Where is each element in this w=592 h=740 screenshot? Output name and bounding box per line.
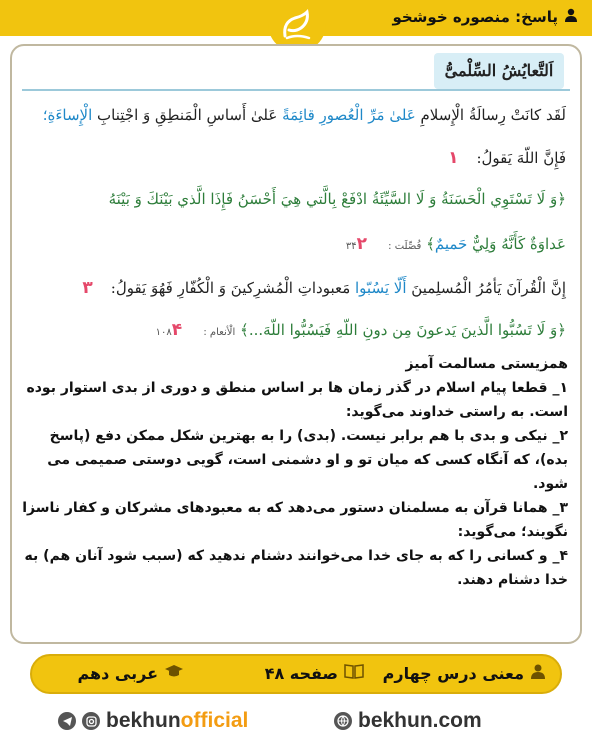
social-handle-part-b: official (180, 709, 249, 732)
answer-author-text: پاسخ: منصوره خوشخو (392, 8, 558, 26)
student-icon (530, 663, 546, 683)
arabic-line-4-part-b: أَلّا يَسُبّوا (355, 279, 407, 297)
quote-2-text: ﴿وَ لَا تَسُبُّوا الَّذينَ يَدعونَ مِن دونِ اللّهِ فَيَسُبُّوا اللّهَ...﴾ (240, 321, 566, 339)
quran-quote-1-line-2 (346, 234, 566, 254)
sentence-number-3: ۳ (82, 278, 93, 298)
sentence-number-2: ۲ (356, 234, 367, 254)
footer-lesson-meaning-text: معنی درس چهارم (382, 663, 524, 683)
globe-icon (334, 712, 352, 730)
arabic-line-4-part-c: مَعبوداتِ الْمُشرِكينَ وَ الْكُفّارِ فَهُوَ يَقولُ: (110, 279, 356, 297)
arabic-line-1 (43, 106, 566, 124)
footer-grade (78, 663, 185, 683)
title-divider (22, 89, 570, 91)
translation-paragraph-2: ۲_ نیکی و بدی با هم برابر نیست. (بدی) را به بهترین شکل ممکن دفع (پاسخ بده)، که آنگاه کسی که میان تو و او دشمنی است، گویی دوستی صمیمی می شود. (47, 428, 568, 492)
translation-paragraph-4: ۴_ و کسانی را که به جای خدا می‌خوانند دشنام ندهید که (سبب شود آنان هم) به خدا دشنام دهند. (24, 548, 568, 588)
quran-quote-2 (156, 320, 566, 340)
arabic-line-1-part-a: لَقَد كانَتْ رِسالَةُ الْإِسلامِ (415, 106, 566, 124)
translation-paragraph-3: ۳_ همانا قرآن به مسلمنان دستور می‌دهد که به معبودهای مشرکان و کفار ناسزا نگویند؛ می‌گوید: (22, 500, 568, 540)
answer-author-label (392, 8, 578, 26)
arabic-line-4-part-a: إِنَّ الْقُرآنَ يَأمُرُ الْمُسلِمينَ (406, 279, 566, 297)
telegram-icon (58, 712, 76, 730)
quote-1-part-c: حَميمٌ (434, 235, 468, 253)
arabic-line-2 (448, 148, 566, 168)
arabic-line-2-text: فَإِنَّ اللّهَ يَقولُ: (476, 149, 566, 167)
user-icon (564, 8, 578, 26)
lesson-title: اَلتَّعایُشُ السِّلْمیُّ (434, 53, 564, 89)
translation-paragraph-1: ۱_ قطعا پیام اسلام در گذر زمان ها بر اساس منطق و دوری از بدی استوار بوده است. به راستی خداوند می‌گوید: (26, 380, 568, 420)
graduation-cap-icon (164, 663, 184, 683)
arabic-line-1-part-d: الْإِساءَةِ؛ (42, 106, 93, 124)
footer-page (265, 663, 364, 683)
arabic-line-1-part-b: عَلىٰ مَرِّ الْعُصورِ قائِمَةً (282, 106, 416, 124)
social-handle-part-a: bekhun (106, 709, 181, 732)
instagram-icon (82, 712, 100, 730)
book-icon (344, 663, 364, 683)
bekhun-logo-icon (277, 8, 317, 44)
arabic-line-1-part-c: عَلىٰ أَساسِ الْمَنطِقِ وَ اجْتِنابِ (92, 106, 283, 124)
quote-1-part-b: عَداوَةٌ كَأَنَّهُ وَلِيٌّ (467, 235, 566, 253)
quote-1-part-d: ﴾ (426, 235, 435, 253)
footer-page-text: صفحه ۴۸ (264, 663, 338, 683)
footer-grade-text: عربی دهم (77, 663, 158, 683)
sentence-number-4: ۴ (171, 320, 183, 340)
website-link[interactable] (334, 708, 482, 734)
quote-1-reference: فُصِّلَت : ۳۴ (345, 241, 422, 252)
quote-2-reference: الْأنعام : ۱۰۸ (155, 327, 236, 338)
quran-quote-1-line-1: ﴿وَ لَا تَسْتَوِي الْحَسَنَةُ وَ لَا السَّيِّئَةُ ادْفَعْ بِالَّتي هِيَ أَحْسَنُ فَإِذَا الَّذي بَيْنَكَ وَ بَيْنَهُ (108, 190, 566, 208)
website-text: bekhun.com (358, 709, 482, 732)
footer-lesson-meaning (383, 663, 546, 683)
social-handle[interactable] (58, 708, 248, 734)
arabic-line-4 (82, 278, 566, 298)
sentence-number-1: ۱ (448, 148, 459, 168)
translation-heading: همزیستی مسالمت آمیز (405, 356, 568, 372)
